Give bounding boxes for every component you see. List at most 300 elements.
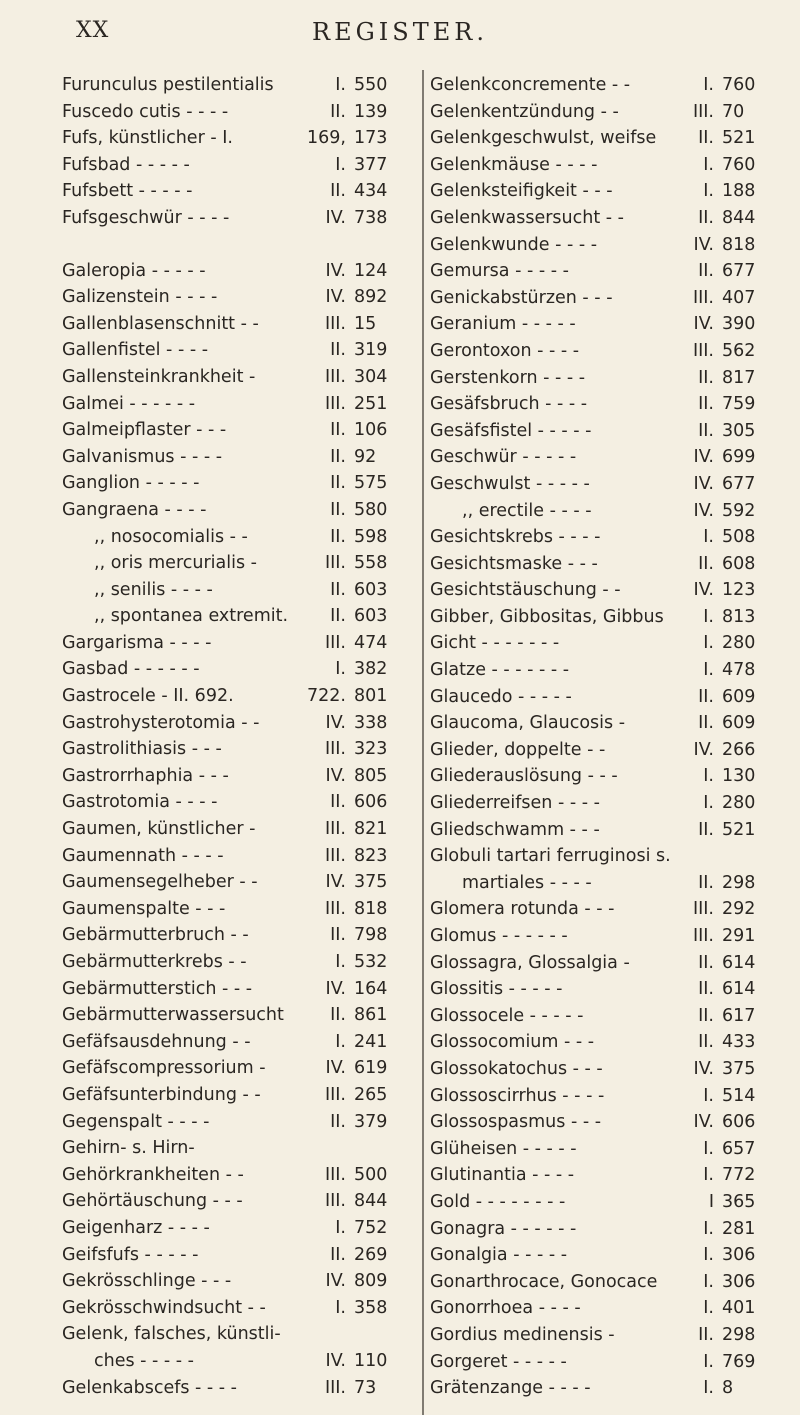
entry-page: 8: [722, 1378, 734, 1399]
entry-page: 251: [354, 393, 388, 414]
entry-volume: III.: [324, 1164, 346, 1185]
entry-volume: I.: [703, 766, 714, 787]
index-entry: [62, 284, 410, 311]
entry-page: 92: [354, 446, 377, 467]
entry-page: 365: [722, 1191, 756, 1212]
index-entry: [430, 365, 778, 392]
index-entry: [430, 1189, 778, 1216]
entry-term: Gold - - - - - - - -: [430, 1191, 566, 1212]
entry-page: 817: [722, 367, 756, 388]
entry-term: Glomera rotunda - - -: [430, 899, 615, 920]
entry-term: Geschwür - - - - -: [430, 447, 577, 468]
entry-term: Glossoscirrhus - - - -: [430, 1085, 605, 1106]
entry-term: Gebärmutterstich - - -: [62, 978, 253, 999]
entry-volume: II.: [698, 1032, 714, 1053]
entry-volume: II.: [330, 446, 346, 467]
entry-term: Gesäfsfistel - - - - -: [430, 420, 592, 441]
entry-page: 580: [354, 499, 388, 520]
entry-page: 73: [354, 1377, 377, 1398]
index-entry: [62, 843, 410, 870]
entry-page: 532: [354, 952, 388, 972]
index-entry: [62, 816, 410, 843]
entry-page: 603: [354, 606, 388, 627]
entry-term: Gefäfscompressorium -: [62, 1058, 266, 1079]
entry-page: 323: [354, 739, 388, 760]
entry-page: 110: [354, 1350, 388, 1371]
index-entry: [62, 656, 410, 683]
index-entry: [430, 471, 778, 498]
entry-term: Gelenkabscefs - - - -: [62, 1377, 237, 1398]
entry-term: Geschwulst - - - - -: [430, 473, 590, 494]
entry-volume: IV.: [325, 287, 346, 308]
index-entry: [430, 1003, 778, 1030]
index-entry: [62, 630, 410, 657]
entry-page: 614: [722, 952, 756, 973]
entry-volume: III.: [692, 926, 714, 946]
entry-term: Gastrolithiasis - - -: [62, 739, 222, 760]
entry-volume: II.: [698, 553, 714, 574]
entry-page: 375: [722, 1058, 756, 1079]
entry-page: 752: [354, 1217, 388, 1238]
entry-volume: III.: [324, 1084, 346, 1105]
entry-term: Glomus - - - - - -: [430, 926, 568, 946]
entry-volume: III.: [324, 393, 346, 414]
entry-page: 382: [354, 659, 388, 680]
entry-term: Galeropia - - - - -: [62, 260, 206, 281]
index-entry: [62, 976, 410, 1003]
index-entry: [430, 285, 778, 312]
entry-term: Gangraena - - - -: [62, 499, 207, 520]
index-entry: [62, 710, 410, 737]
entry-term: Galmei - - - - - -: [62, 393, 196, 414]
entry-term: Gelenkentzündung - -: [430, 101, 619, 122]
entry-term: Galmeipflaster - - -: [62, 420, 227, 441]
index-entry: [62, 417, 410, 444]
entry-volume: III.: [692, 287, 714, 308]
entry-page: 358: [354, 1297, 388, 1318]
entry-volume: I.: [335, 952, 346, 972]
entry-term: Fuscedo cutis - - - -: [62, 101, 229, 122]
index-entry: [62, 1188, 410, 1215]
entry-volume: I.: [335, 1031, 346, 1052]
entry-page: 508: [722, 527, 756, 548]
entry-volume: I.: [703, 1245, 714, 1266]
entry-volume: IV.: [325, 765, 346, 786]
entry-page: 306: [722, 1245, 756, 1266]
entry-volume: IV.: [325, 260, 346, 281]
entry-page: 304: [354, 366, 388, 387]
entry-volume: IV.: [693, 447, 714, 468]
index-entry: [62, 922, 410, 949]
entry-term: Gallensteinkrankheit -: [62, 366, 256, 387]
entry-volume: I.: [703, 1085, 714, 1106]
entry-volume: I.: [703, 660, 714, 681]
entry-page: 844: [722, 207, 756, 228]
entry-term: Galvanismus - - - -: [62, 446, 223, 467]
entry-term: Gemursa - - - - -: [430, 261, 569, 282]
page-number: XX: [76, 18, 110, 43]
index-entry: [430, 1242, 778, 1269]
entry-term: Gorgeret - - - - -: [430, 1351, 567, 1372]
entry-volume: I.: [335, 154, 346, 175]
entry-volume: II.: [330, 792, 346, 813]
entry-page: 738: [354, 207, 388, 228]
index-entry: [430, 205, 778, 232]
entry-volume: IV.: [693, 314, 714, 335]
entry-term: Gekrösschwindsucht - -: [62, 1297, 266, 1318]
index-entry: [62, 683, 410, 710]
entry-page: 801: [354, 686, 388, 707]
entry-page: 861: [354, 1005, 388, 1026]
index-entry: [62, 1242, 410, 1269]
index-entry: [62, 524, 410, 551]
entry-page: 401: [722, 1298, 756, 1319]
entry-term: Gelenkconcremente - -: [430, 75, 631, 95]
index-entry: [430, 152, 778, 179]
entry-page: 798: [354, 925, 388, 946]
entry-page: 677: [722, 473, 756, 494]
index-entry: [62, 497, 410, 524]
entry-term: Gaumenspalte - - -: [62, 898, 226, 919]
index-entry: [62, 470, 410, 497]
index-entry: [62, 205, 410, 232]
entry-page: 379: [354, 1111, 388, 1132]
entry-term: Gelenksteifigkeit - - -: [430, 181, 613, 202]
entry-page: 772: [722, 1165, 756, 1186]
entry-page: 319: [354, 340, 388, 361]
entry-page: 609: [722, 686, 756, 707]
index-entry: [430, 630, 778, 657]
entry-term: Gallenfistel - - - -: [62, 340, 209, 361]
index-entry: [62, 391, 410, 418]
entry-term: Gordius medinensis -: [430, 1324, 615, 1345]
entry-term: Gelenkmäuse - - - -: [430, 154, 598, 175]
entry-term: Glossocomium - - -: [430, 1032, 595, 1053]
entry-volume: II.: [330, 499, 346, 520]
index-entry: [430, 870, 778, 897]
entry-term: Gefäfsunterbindung - -: [62, 1084, 261, 1105]
entry-term: Gesäfsbruch - - - -: [430, 394, 588, 415]
index-entry: [430, 551, 778, 578]
entry-page: 305: [722, 420, 756, 441]
entry-page: 769: [722, 1351, 756, 1372]
index-entry: [430, 684, 778, 711]
entry-volume: II.: [330, 101, 346, 122]
index-entry: [430, 896, 778, 923]
entry-volume: II.: [698, 819, 714, 840]
entry-term: Gaumennath - - - -: [62, 845, 224, 866]
index-entry: [430, 976, 778, 1003]
entry-page: 474: [354, 632, 388, 653]
index-entry: [62, 1348, 410, 1375]
entry-term: Gehirn- s. Hirn-: [62, 1138, 195, 1159]
entry-volume: II.: [330, 1244, 346, 1265]
entry-page: 280: [722, 633, 756, 654]
index-entry: [430, 178, 778, 205]
index-entry: [430, 1109, 778, 1136]
entry-term: Gebärmutterkrebs - -: [62, 952, 247, 972]
entry-page: 603: [354, 579, 388, 600]
entry-page: 338: [354, 712, 388, 733]
entry-term: Gehörtäuschung - - -: [62, 1191, 243, 1212]
index-entry: [62, 1321, 410, 1348]
entry-term: Gallenblasenschnitt - -: [62, 313, 259, 334]
entry-page: 123: [722, 580, 756, 601]
entry-page: 823: [354, 845, 388, 866]
index-entry: [430, 577, 778, 604]
entry-term: Gastrotomia - - - -: [62, 792, 218, 813]
entry-term: Gaumen, künstlicher -: [62, 819, 256, 840]
entry-page: 844: [354, 1191, 388, 1212]
entry-page: 298: [722, 872, 756, 893]
entry-page: 377: [354, 154, 388, 175]
index-entry: [430, 1375, 778, 1402]
index-entry: [62, 550, 410, 577]
index-entry: [62, 444, 410, 471]
entry-volume: IV.: [693, 1058, 714, 1079]
entry-term: ,, erectile - - - -: [462, 500, 592, 521]
index-entry: [62, 577, 410, 604]
entry-volume: II.: [698, 686, 714, 707]
entry-page: 188: [722, 181, 756, 202]
entry-term: Fufsbett - - - - -: [62, 181, 193, 202]
index-entry: [430, 1136, 778, 1163]
entry-volume: II.: [698, 713, 714, 734]
entry-volume: I.: [335, 1297, 346, 1318]
entry-volume: II.: [330, 526, 346, 547]
entry-term: Gelenkgeschwulst, weifse: [430, 128, 657, 149]
entry-page: 521: [722, 128, 756, 149]
index-entry: [62, 1162, 410, 1189]
index-entry: [430, 338, 778, 365]
entry-term: Gehörkrankheiten - -: [62, 1164, 244, 1185]
entry-term: Gonorrhoea - - - -: [430, 1298, 581, 1319]
index-entry: [430, 710, 778, 737]
entry-term: Gerstenkorn - - - -: [430, 367, 586, 388]
entry-volume: III.: [692, 101, 714, 122]
entry-term: Glaucedo - - - - -: [430, 686, 572, 707]
entry-page: 266: [722, 739, 756, 760]
index-entry: [430, 311, 778, 338]
index-entry: [62, 896, 410, 923]
index-entry: [430, 524, 778, 551]
index-entry: [430, 1029, 778, 1056]
entry-term: Fufs, künstlicher - I.: [62, 128, 233, 149]
entry-page: 375: [354, 872, 388, 893]
entry-term: martiales - - - -: [462, 872, 592, 893]
entry-page: 124: [354, 260, 388, 281]
entry-term: Geranium - - - - -: [430, 314, 576, 335]
entry-volume: II.: [698, 394, 714, 415]
index-entry: [430, 950, 778, 977]
entry-volume: IV.: [325, 1058, 346, 1079]
entry-term: ,, oris mercurialis -: [94, 553, 257, 574]
index-entry: [430, 444, 778, 471]
entry-page: 433: [722, 1032, 756, 1053]
entry-term: ches - - - - -: [94, 1350, 194, 1371]
index-entry: [62, 99, 410, 126]
entry-volume: II.: [330, 340, 346, 361]
entry-volume: IV.: [325, 978, 346, 999]
entry-term: ,, senilis - - - -: [94, 579, 213, 600]
entry-page: 15: [354, 313, 377, 334]
entry-page: 173: [354, 128, 388, 149]
entry-page: 606: [354, 792, 388, 813]
entry-term: Gliedschwamm - - -: [430, 819, 600, 840]
entry-term: Gegenspalt - - - -: [62, 1111, 210, 1132]
entry-page: 677: [722, 261, 756, 282]
index-entry: [430, 1349, 778, 1376]
index-entry: [62, 1135, 410, 1162]
entry-page: 130: [722, 766, 756, 787]
entry-term: Gliederauslösung - - -: [430, 766, 618, 787]
entry-term: Gibber, Gibbositas, Gibbus: [430, 606, 664, 627]
entry-page: 558: [354, 553, 388, 574]
entry-volume: II.: [330, 1005, 346, 1026]
entry-volume: I.: [703, 527, 714, 548]
entry-page: 164: [354, 978, 388, 999]
entry-page: 265: [354, 1084, 388, 1105]
entry-term: Gonalgia - - - - -: [430, 1245, 568, 1266]
entry-page: 434: [354, 181, 388, 202]
entry-page: 809: [354, 1271, 388, 1292]
index-entry: [62, 125, 410, 152]
entry-term: Gekrösschlinge - - -: [62, 1271, 232, 1292]
entry-term: Glatze - - - - - - -: [430, 660, 570, 681]
entry-volume: IV.: [693, 234, 714, 255]
index-entry: [62, 178, 410, 205]
entry-term: Gliederreifsen - - - -: [430, 793, 600, 814]
entry-term: Gesichtstäuschung - -: [430, 580, 621, 601]
entry-volume: IV.: [693, 500, 714, 521]
entry-volume: IV.: [693, 739, 714, 760]
entry-term: Gastrocele - II. 692.: [62, 686, 234, 707]
entry-page: 70: [722, 101, 745, 122]
index-entry: [430, 72, 778, 99]
entry-term: Furunculus pestilentialis: [62, 75, 274, 95]
index-entry: [62, 1082, 410, 1109]
index-entry: [430, 737, 778, 764]
entry-term: Genickabstürzen - - -: [430, 287, 613, 308]
index-entry: [62, 1002, 410, 1029]
entry-term: Glossokatochus - - -: [430, 1058, 603, 1079]
entry-term: ,, spontanea extremit.: [94, 606, 289, 627]
entry-volume: II.: [330, 473, 346, 494]
entry-volume: II.: [698, 1324, 714, 1345]
entry-volume: II.: [698, 367, 714, 388]
entry-term: Gesichtskrebs - - - -: [430, 527, 601, 548]
entry-page: 760: [722, 154, 756, 175]
entry-volume: II.: [330, 606, 346, 627]
entry-volume: III.: [324, 739, 346, 760]
entry-page: 521: [722, 819, 756, 840]
entry-term: Ganglion - - - - -: [62, 473, 200, 494]
entry-term: Gesichtsmaske - - -: [430, 553, 598, 574]
entry-volume: II.: [698, 261, 714, 282]
index-entry: [430, 1056, 778, 1083]
index-entry: [62, 258, 410, 285]
entry-volume: I.: [703, 793, 714, 814]
entry-volume: I.: [703, 1218, 714, 1239]
entry-volume: 169,: [307, 128, 346, 149]
entry-volume: II.: [330, 579, 346, 600]
entry-volume: II.: [698, 420, 714, 441]
entry-page: 606: [722, 1112, 756, 1133]
entry-page: 478: [722, 660, 756, 681]
entry-page: 390: [722, 314, 756, 335]
entry-term: Glossospasmus - - -: [430, 1112, 602, 1133]
entry-volume: III.: [324, 819, 346, 840]
column-divider: [422, 70, 424, 1415]
entry-volume: III.: [692, 340, 714, 361]
entry-term: Gonarthrocace, Gonocace: [430, 1271, 658, 1292]
index-entry: [62, 1215, 410, 1242]
index-entry: [62, 949, 410, 976]
entry-term: Gelenkwassersucht - -: [430, 207, 624, 228]
entry-term: Grätenzange - - - -: [430, 1378, 591, 1399]
entry-page: 514: [722, 1085, 756, 1106]
entry-term: Gastrohysterotomia - -: [62, 712, 260, 733]
entry-page: 292: [722, 899, 756, 920]
index-entry: [430, 1269, 778, 1296]
entry-term: Gicht - - - - - - -: [430, 633, 560, 654]
entry-volume: II.: [330, 1111, 346, 1132]
entry-page: 609: [722, 713, 756, 734]
entry-page: 699: [722, 447, 756, 468]
entry-page: 818: [354, 898, 388, 919]
entry-term: Geigenharz - - - -: [62, 1217, 210, 1238]
entry-volume: II.: [698, 128, 714, 149]
entry-volume: III.: [692, 899, 714, 920]
entry-volume: I.: [703, 606, 714, 627]
index-entry: [62, 1055, 410, 1082]
entry-page: 139: [354, 101, 388, 122]
entry-volume: II.: [330, 181, 346, 202]
entry-page: 407: [722, 287, 756, 308]
entry-page: 280: [722, 793, 756, 814]
entry-term: Glüheisen - - - - -: [430, 1138, 577, 1159]
entry-page: 818: [722, 234, 756, 255]
index-entry: [62, 869, 410, 896]
entry-term: Glossocele - - - - -: [430, 1005, 584, 1026]
entry-term: Glaucoma, Glaucosis -: [430, 713, 626, 734]
index-entry: [430, 232, 778, 259]
entry-volume: I.: [335, 75, 346, 95]
entry-term: Fufsbad - - - - -: [62, 154, 190, 175]
entry-page: 608: [722, 553, 756, 574]
entry-page: 575: [354, 473, 388, 494]
index-entry: [430, 418, 778, 445]
entry-volume: II.: [698, 207, 714, 228]
index-entry: [430, 1322, 778, 1349]
index-entry: [430, 125, 778, 152]
entry-term: Gelenkwunde - - - -: [430, 234, 598, 255]
entry-page: 760: [722, 75, 756, 95]
index-entry: [430, 657, 778, 684]
entry-term: Gasbad - - - - - -: [62, 659, 200, 680]
entry-volume: I.: [703, 181, 714, 202]
index-entry: [430, 790, 778, 817]
entry-term: Gonagra - - - - - -: [430, 1218, 577, 1239]
entry-volume: IV.: [325, 712, 346, 733]
entry-term: ,, nosocomialis - -: [94, 526, 248, 547]
entry-term: Globuli tartari ferruginosi s.: [430, 846, 671, 867]
index-entry: [62, 763, 410, 790]
page-title: REGISTER.: [312, 18, 488, 46]
entry-page: 598: [354, 526, 388, 547]
entry-volume: I.: [703, 1378, 714, 1399]
entry-term: Gefäfsausdehnung - -: [62, 1031, 251, 1052]
